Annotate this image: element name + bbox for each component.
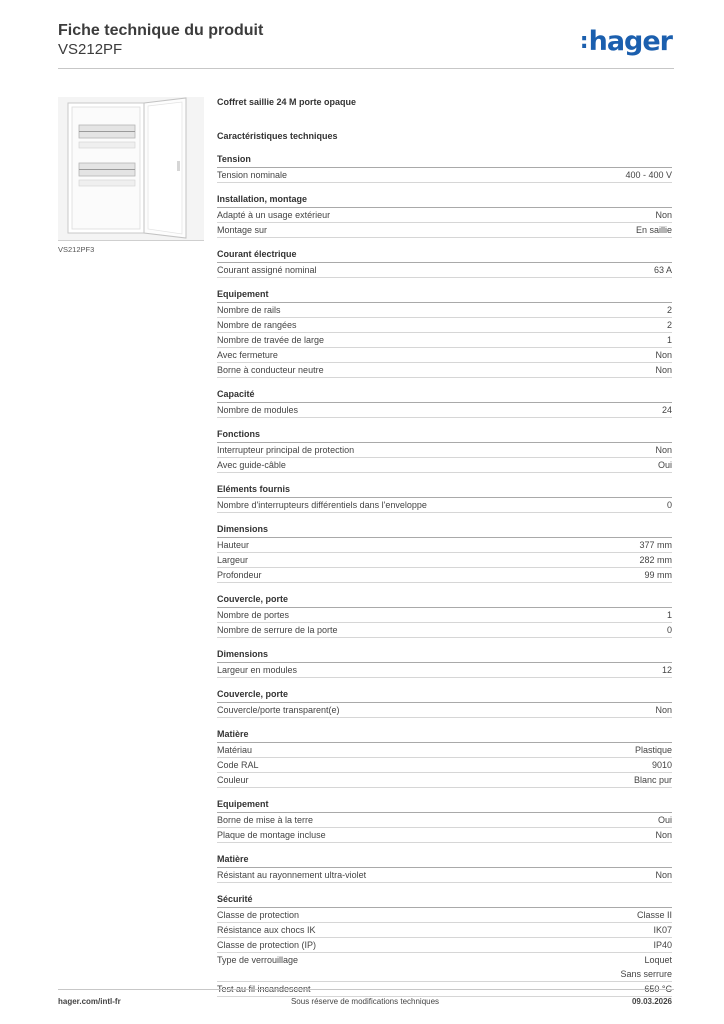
spec-label: Classe de protection [217, 910, 300, 920]
spec-label: Code RAL [217, 760, 259, 770]
spec-value [667, 303, 672, 317]
spec-label: Courant assigné nominal [217, 265, 317, 275]
spec-value-line: Blanc pur [633, 775, 672, 785]
spec-value-line: Non [655, 365, 672, 375]
spec-value-line: 1 [666, 335, 672, 345]
spec-value [667, 623, 672, 637]
spec-value [667, 608, 672, 622]
spec-value [658, 458, 672, 472]
spec-row [217, 443, 672, 458]
page-title: Fiche technique du produit [58, 22, 264, 39]
specs-heading: Caractéristiques techniques [217, 131, 338, 141]
spec-label: Avec fermeture [217, 350, 278, 360]
enclosure-illustration [58, 97, 204, 240]
spec-value-line: Plastique [634, 745, 672, 755]
spec-value [639, 538, 672, 552]
spec-group [217, 727, 672, 788]
spec-group [217, 152, 672, 183]
spec-row [217, 663, 672, 678]
spec-value [644, 568, 672, 582]
header-divider [58, 68, 674, 69]
spec-label: Type de verrouillage [217, 955, 299, 965]
technical-specifications [217, 95, 672, 997]
hager-logo[interactable] [580, 28, 672, 56]
spec-label: Nombre de rails [217, 305, 281, 315]
spec-group-title: Eléments fournis [217, 482, 672, 498]
spec-value [655, 868, 672, 882]
spec-value-line: 0 [666, 500, 672, 510]
spec-group [217, 852, 672, 883]
spec-value [667, 333, 672, 347]
spec-label: Classe de protection (IP) [217, 940, 317, 950]
spec-value-line: En saillie [635, 225, 672, 235]
spec-value [653, 923, 672, 937]
spec-label: Profondeur [217, 570, 262, 580]
spec-group [217, 387, 672, 418]
spec-group [217, 892, 672, 997]
spec-row [217, 908, 672, 923]
spec-row [217, 318, 672, 333]
spec-value-line: 63 A [653, 265, 672, 275]
spec-group [217, 427, 672, 473]
spec-value [625, 168, 672, 182]
spec-row [217, 773, 672, 788]
spec-value [655, 828, 672, 842]
spec-value-line: Oui [657, 460, 672, 470]
spec-value [653, 938, 672, 952]
spec-group-title: Fonctions [217, 427, 672, 443]
spec-value [637, 908, 672, 922]
spec-group-title: Equipement [217, 797, 672, 813]
spec-row [217, 498, 672, 513]
spec-group-title: Couvercle, porte [217, 687, 672, 703]
spec-group [217, 482, 672, 513]
spec-value [636, 223, 672, 237]
spec-value-line: Non [655, 705, 672, 715]
spec-row [217, 348, 672, 363]
spec-group-title: Sécurité [217, 892, 672, 908]
spec-value-line: Classe II [636, 910, 672, 920]
spec-row [217, 623, 672, 638]
spec-value [635, 743, 672, 757]
spec-group [217, 247, 672, 278]
product-reference: VS212PF [58, 41, 123, 58]
spec-value-line: 282 mm [639, 555, 672, 565]
spec-group-title: Dimensions [217, 647, 672, 663]
website-link[interactable]: hager.com/intl-fr [58, 997, 121, 1006]
spec-group-title: Equipement [217, 287, 672, 303]
spec-value-line: IK07 [653, 925, 672, 935]
spec-group [217, 647, 672, 678]
spec-value-line: 0 [666, 625, 672, 635]
spec-value [655, 348, 672, 362]
spec-row [217, 168, 672, 183]
product-description: Coffret saillie 24 M porte opaque [217, 97, 357, 107]
spec-row [217, 938, 672, 953]
spec-group [217, 687, 672, 718]
spec-value [634, 773, 672, 787]
spec-label: Borne à conducteur neutre [217, 365, 324, 375]
spec-value-line: 12 [661, 665, 672, 675]
spec-value-line: Non [655, 830, 672, 840]
spec-group-title: Dimensions [217, 522, 672, 538]
disclaimer: Sous réserve de modifications techniques [290, 997, 440, 1006]
spec-row [217, 538, 672, 553]
spec-value-line: 9010 [651, 760, 672, 770]
spec-value-line: Sans serrure [620, 969, 672, 979]
spec-label: Avec guide-câble [217, 460, 286, 470]
spec-value-line: 1 [666, 610, 672, 620]
spec-label: Résistance aux chocs IK [217, 925, 316, 935]
spec-label: Nombre de serrure de la porte [217, 625, 338, 635]
spec-row [217, 813, 672, 828]
spec-row [217, 868, 672, 883]
spec-group [217, 797, 672, 843]
spec-label: Interrupteur principal de protection [217, 445, 355, 455]
spec-value-line: Loquet [644, 955, 672, 965]
spec-value-line: Non [655, 210, 672, 220]
spec-value [655, 703, 672, 717]
spec-label: Largeur [217, 555, 249, 565]
spec-row [217, 263, 672, 278]
spec-label: Couvercle/porte transparent(e) [217, 705, 340, 715]
spec-value-line: Oui [657, 815, 672, 825]
spec-label: Nombre de travée de large [217, 335, 325, 345]
spec-value-line: 650 °C [644, 984, 672, 994]
spec-group [217, 592, 672, 638]
product-image [58, 97, 204, 241]
spec-label: Plaque de montage incluse [217, 830, 326, 840]
spec-row [217, 458, 672, 473]
spec-value [655, 208, 672, 222]
spec-row [217, 403, 672, 418]
logo-dots-icon: : [579, 29, 588, 54]
spec-label: Nombre de modules [217, 405, 299, 415]
spec-row [217, 703, 672, 718]
spec-group [217, 522, 672, 583]
spec-group-title: Matière [217, 727, 672, 743]
spec-label: Matériau [217, 745, 253, 755]
spec-value [662, 663, 672, 677]
spec-value-line: 2 [666, 305, 672, 315]
spec-row [217, 208, 672, 223]
spec-value-line: 24 [661, 405, 672, 415]
spec-label: Hauteur [217, 540, 250, 550]
spec-label: Largeur en modules [217, 665, 298, 675]
spec-value-line: 377 mm [639, 540, 672, 550]
spec-label: Nombre de rangées [217, 320, 297, 330]
spec-row [217, 828, 672, 843]
spec-row [217, 553, 672, 568]
spec-row [217, 363, 672, 378]
logo-text: hager [588, 26, 672, 57]
spec-group [217, 192, 672, 238]
spec-row [217, 743, 672, 758]
spec-value [667, 498, 672, 512]
page-header [58, 22, 263, 59]
spec-row [217, 923, 672, 938]
spec-groups [217, 152, 672, 997]
spec-value-line: 2 [666, 320, 672, 330]
spec-value [620, 953, 672, 981]
spec-value [652, 758, 672, 772]
spec-row [217, 303, 672, 318]
spec-value [662, 403, 672, 417]
spec-group [217, 287, 672, 378]
spec-value-line: Non [655, 350, 672, 360]
spec-value [658, 813, 672, 827]
spec-group-title: Tension [217, 152, 672, 168]
spec-value-line: IP40 [653, 940, 672, 950]
spec-label: Tension nominale [217, 170, 288, 180]
spec-label: Adapté à un usage extérieur [217, 210, 331, 220]
spec-row [217, 953, 672, 982]
spec-group-title: Courant électrique [217, 247, 672, 263]
spec-row [217, 568, 672, 583]
spec-row [217, 608, 672, 623]
footer-divider [58, 989, 674, 990]
spec-label: Nombre d'interrupteurs différentiels dans l'enveloppe [217, 500, 427, 510]
spec-value [655, 363, 672, 377]
spec-label: Montage sur [217, 225, 268, 235]
spec-label: Résistant au rayonnement ultra-violet [217, 870, 367, 880]
spec-value [654, 263, 672, 277]
spec-group-title: Capacité [217, 387, 672, 403]
spec-value [667, 318, 672, 332]
spec-value [655, 443, 672, 457]
spec-value [639, 553, 672, 567]
spec-group-title: Couvercle, porte [217, 592, 672, 608]
spec-value-line: Non [655, 445, 672, 455]
spec-value-line: 99 mm [644, 570, 672, 580]
spec-label: Couleur [217, 775, 249, 785]
spec-row [217, 223, 672, 238]
spec-label: Nombre de portes [217, 610, 290, 620]
spec-value-line: Non [655, 870, 672, 880]
spec-group-title: Installation, montage [217, 192, 672, 208]
spec-label: Borne de mise à la terre [217, 815, 314, 825]
spec-value-line: 400 - 400 V [625, 170, 672, 180]
document-date: 09.03.2026 [631, 997, 672, 1006]
spec-group-title: Matière [217, 852, 672, 868]
spec-row [217, 758, 672, 773]
image-caption: VS212PF3 [58, 245, 95, 254]
spec-label: Test au fil incandescent [217, 984, 311, 994]
spec-row [217, 333, 672, 348]
